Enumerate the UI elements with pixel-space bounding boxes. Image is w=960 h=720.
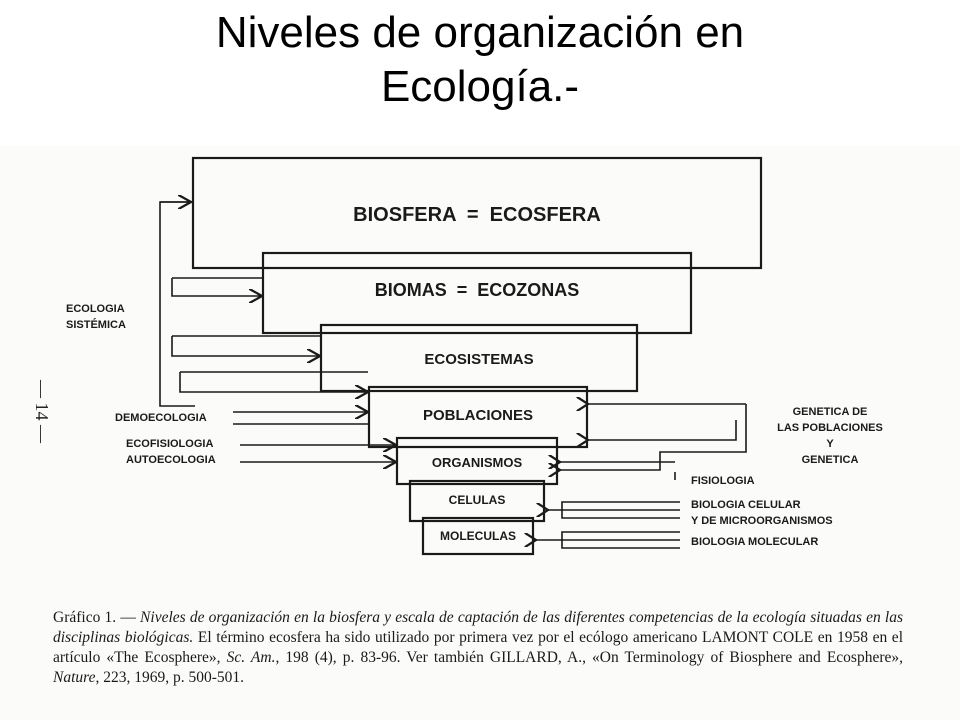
label-organismos: ORGANISMOS bbox=[431, 455, 523, 470]
label-biomas: BIOMAS = ECOZONAS bbox=[374, 280, 580, 300]
label-demoecologia: DEMOECOLOGIA bbox=[115, 412, 207, 424]
label-ecologia: ECOLOGIA bbox=[66, 303, 125, 315]
slide-title-line-1: Niveles de organización en bbox=[215, 8, 745, 57]
label-biologia-molecular: BIOLOGIA MOLECULAR bbox=[691, 536, 819, 548]
caption-text-3: , 223, 1969, p. 500-501. bbox=[95, 669, 245, 686]
label-biosfera: BIOSFERA = ECOSFERA bbox=[353, 204, 601, 226]
label-fisiologia: FISIOLOGIA bbox=[691, 475, 755, 487]
level-labels bbox=[353, 204, 601, 543]
label-y: Y bbox=[826, 438, 834, 450]
arrow-to-ecosistemas bbox=[172, 336, 320, 356]
label-biologia-celular: BIOLOGIA CELULAR bbox=[691, 499, 801, 511]
arrow-to-poblaciones-1 bbox=[180, 372, 368, 392]
label-ecofisiologia: ECOFISIOLOGIA bbox=[126, 438, 214, 450]
bracket-ecologia-sistemica bbox=[160, 202, 195, 406]
label-genetica-de: GENETICA DE bbox=[792, 406, 868, 418]
caption-italic-1: Niveles de organización en la biosfera y escala de captación de las diferentes competencias de la ecología situadas en las disciplinas biológicas. bbox=[53, 609, 903, 646]
caption-italic-3: Nature bbox=[53, 669, 96, 686]
right-labels bbox=[691, 406, 883, 548]
figure-caption bbox=[53, 608, 903, 688]
caption-text-2: , 198 (4), p. 83-96. Ver también GILLARD, A., «On Terminology of Biosphere and Ecosphere», bbox=[275, 649, 903, 666]
arrow-genetica-2 bbox=[588, 420, 736, 440]
label-genetica: GENETICA bbox=[801, 454, 859, 466]
label-celulas: CELULAS bbox=[448, 493, 506, 507]
label-autoecologia: AUTOECOLOGIA bbox=[126, 454, 216, 466]
label-sistemica: SISTÉMICA bbox=[66, 319, 126, 331]
caption-prefix: Gráfico 1. — bbox=[53, 609, 141, 626]
caption-text-1: El término ecosfera ha sido utilizado por primera vez por el ecólogo americano LAMONT COLE en 1958 en el artículo «The Ecosphere», bbox=[53, 629, 903, 666]
label-las-poblaciones: LAS POBLACIONES bbox=[777, 422, 883, 434]
caption-italic-2: Sc. Am. bbox=[226, 649, 276, 666]
label-microorganismos: Y DE MICROORGANISMOS bbox=[691, 515, 833, 527]
label-poblaciones: POBLACIONES bbox=[422, 407, 534, 424]
slide-title-line-2: Ecología.- bbox=[380, 61, 580, 111]
arrow-to-biomas bbox=[172, 278, 262, 296]
left-labels bbox=[66, 303, 216, 466]
label-ecosistemas: ECOSISTEMAS bbox=[424, 351, 534, 368]
page-number bbox=[31, 380, 52, 410]
label-moleculas: MOLECULAS bbox=[440, 529, 516, 543]
